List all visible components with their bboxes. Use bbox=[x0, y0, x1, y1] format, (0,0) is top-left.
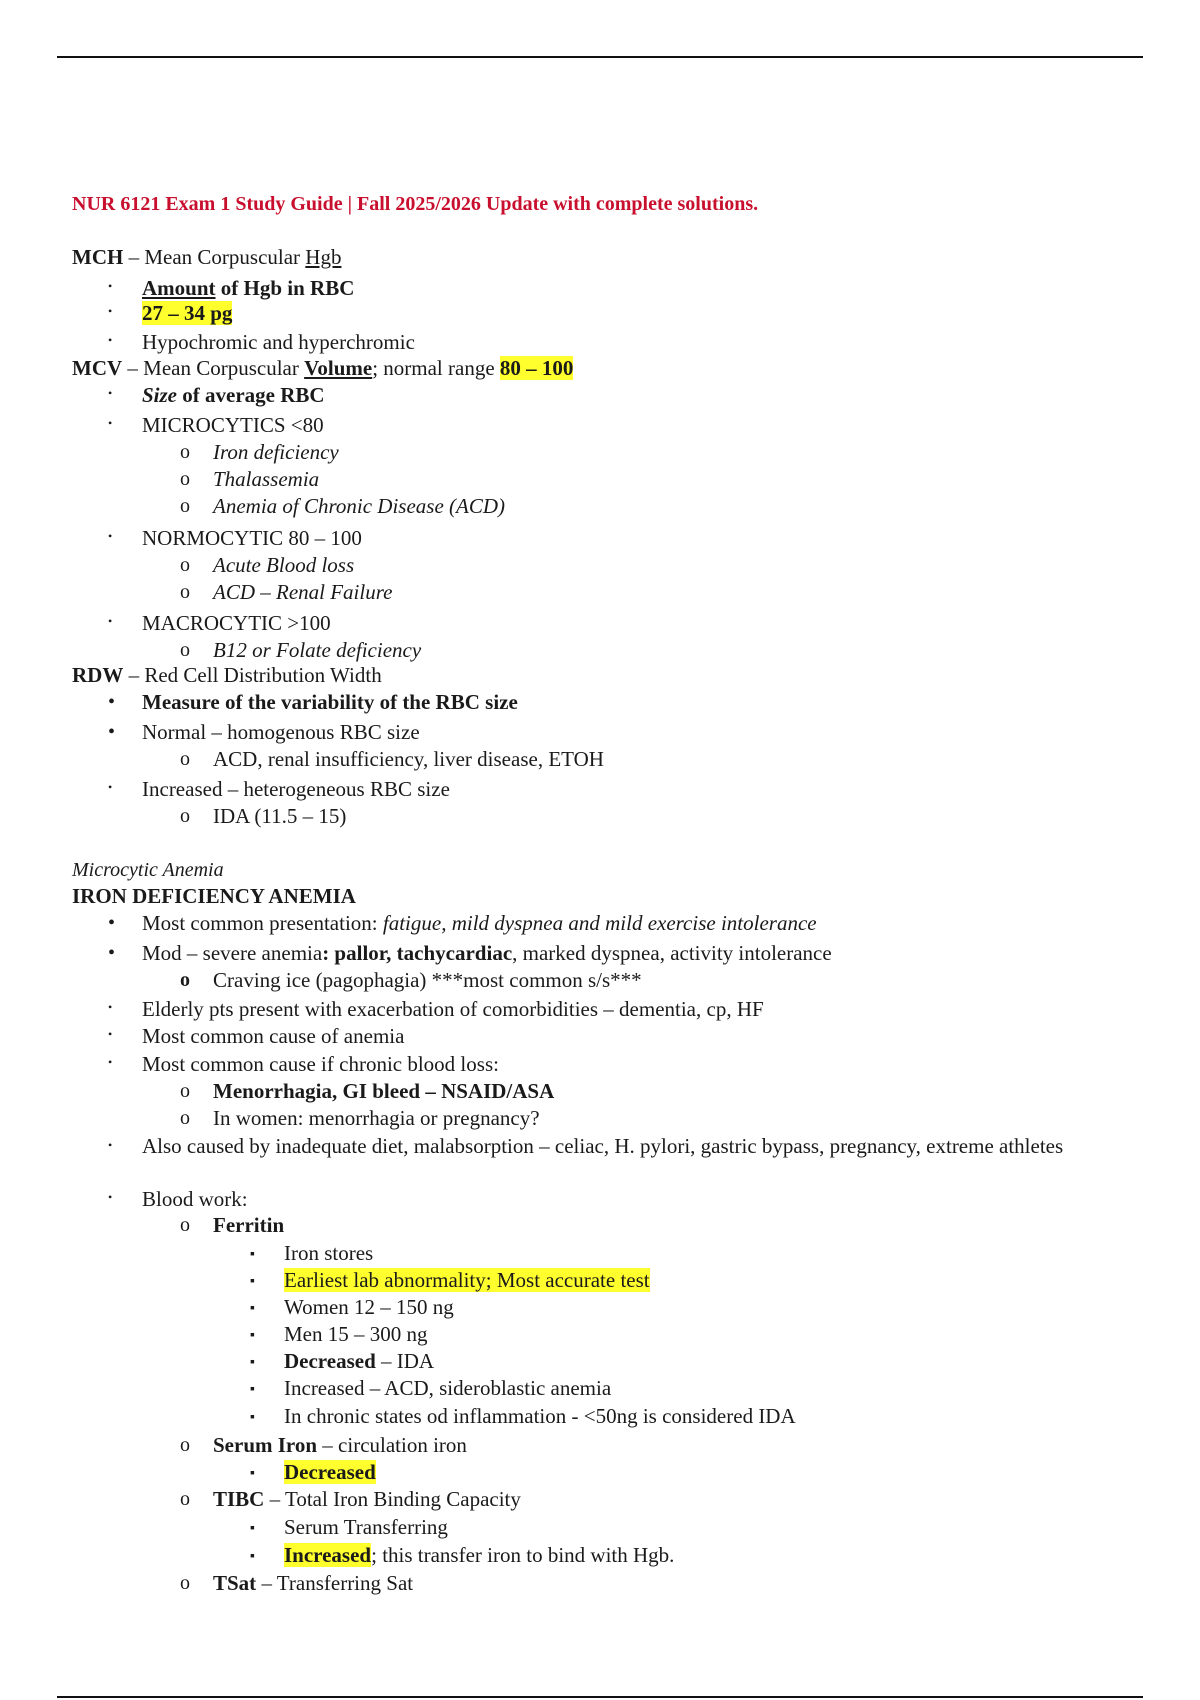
circle-marker: o bbox=[180, 1107, 190, 1129]
list-item: Amount of Hgb in RBC bbox=[142, 276, 355, 300]
list-item: Iron stores bbox=[284, 1241, 374, 1265]
list-item: Most common cause if chronic blood loss: bbox=[142, 1052, 499, 1076]
bullet-marker: • bbox=[108, 529, 113, 543]
list-item: MACROCYTIC >100 bbox=[142, 611, 331, 635]
list-item: Men 15 – 300 ng bbox=[284, 1322, 428, 1346]
circle-marker: o bbox=[180, 1488, 190, 1510]
rdw-line: RDW – Red Cell Distribution Width bbox=[72, 663, 382, 687]
bottom-rule bbox=[57, 1696, 1143, 1698]
list-item: Anemia of Chronic Disease (ACD) bbox=[213, 494, 506, 518]
list-item: Size of average RBC bbox=[142, 383, 325, 407]
list-item: In chronic states od inflammation - <50ng is considered IDA bbox=[284, 1404, 796, 1428]
square-marker: ▪ bbox=[250, 1328, 255, 1343]
bullet-marker: • bbox=[108, 1000, 113, 1014]
square-marker: ▪ bbox=[250, 1247, 255, 1262]
bullet-marker: • bbox=[108, 304, 113, 318]
bullet-marker: • bbox=[108, 691, 116, 713]
mch-line: MCH – Mean Corpuscular Hgb bbox=[72, 245, 342, 269]
list-item: Serum Iron – circulation iron bbox=[213, 1433, 467, 1457]
list-item: Iron deficiency bbox=[213, 440, 339, 464]
circle-marker: o bbox=[180, 748, 190, 770]
list-item: Decreased bbox=[284, 1460, 376, 1484]
circle-marker: o bbox=[180, 805, 190, 827]
list-item: IDA (11.5 – 15) bbox=[213, 804, 347, 828]
bullet-marker: • bbox=[108, 1027, 113, 1041]
square-marker: ▪ bbox=[250, 1521, 255, 1536]
bullet-marker: • bbox=[108, 279, 113, 293]
list-item: Craving ice (pagophagia) ***most common s/s*** bbox=[213, 968, 642, 992]
square-marker: ▪ bbox=[250, 1274, 255, 1289]
circle-marker: o bbox=[180, 1080, 190, 1102]
circle-marker: o bbox=[180, 495, 190, 517]
list-item: Earliest lab abnormality; Most accurate test bbox=[284, 1268, 650, 1292]
square-marker: ▪ bbox=[250, 1382, 255, 1397]
square-marker: ▪ bbox=[250, 1301, 255, 1316]
mcv-line: MCV – Mean Corpuscular Volume; normal range 80 – 100 bbox=[72, 356, 574, 380]
circle-marker: o bbox=[180, 554, 190, 576]
list-item: Ferritin bbox=[213, 1213, 285, 1237]
document-title: NUR 6121 Exam 1 Study Guide | Fall 2025/2026 Update with complete solutions. bbox=[72, 193, 759, 215]
list-item: Serum Transferring bbox=[284, 1515, 448, 1539]
circle-marker: o bbox=[180, 441, 190, 463]
circle-marker: o bbox=[180, 1572, 190, 1594]
bullet-marker: • bbox=[108, 386, 113, 400]
bullet-marker: • bbox=[108, 333, 113, 347]
list-item: TSat – Transferring Sat bbox=[213, 1571, 414, 1595]
list-item: Also caused by inadequate diet, malabsorption – celiac, H. pylori, gastric bypass, pregnancy, extreme athletes bbox=[142, 1134, 1064, 1158]
bullet-marker: • bbox=[108, 780, 113, 794]
circle-marker: o bbox=[180, 468, 190, 490]
circle-marker: o bbox=[180, 581, 190, 603]
list-item: Most common presentation: fatigue, mild dyspnea and mild exercise intolerance bbox=[142, 911, 817, 935]
square-marker: ▪ bbox=[250, 1410, 255, 1425]
square-marker: ▪ bbox=[250, 1355, 255, 1370]
list-item: In women: menorrhagia or pregnancy? bbox=[213, 1106, 540, 1130]
circle-marker: o bbox=[180, 1214, 190, 1236]
list-item: TIBC – Total Iron Binding Capacity bbox=[213, 1487, 521, 1511]
list-item: Thalassemia bbox=[213, 467, 320, 491]
bullet-marker: • bbox=[108, 721, 116, 743]
bullet-marker: • bbox=[108, 1190, 113, 1204]
circle-marker: o bbox=[180, 969, 190, 991]
list-item: Decreased – IDA bbox=[284, 1349, 435, 1373]
list-item: Hypochromic and hyperchromic bbox=[142, 330, 415, 354]
list-item: NORMOCYTIC 80 – 100 bbox=[142, 526, 362, 550]
square-marker: ▪ bbox=[250, 1466, 255, 1481]
bullet-marker: • bbox=[108, 614, 113, 628]
circle-marker: o bbox=[180, 1434, 190, 1456]
list-item: Normal – homogenous RBC size bbox=[142, 720, 420, 744]
bullet-marker: • bbox=[108, 1138, 113, 1152]
list-item: Acute Blood loss bbox=[213, 553, 355, 577]
section-heading: IRON DEFICIENCY ANEMIA bbox=[72, 884, 356, 908]
square-marker: ▪ bbox=[250, 1549, 255, 1564]
list-item: B12 or Folate deficiency bbox=[213, 638, 422, 662]
section-label: Microcytic Anemia bbox=[72, 859, 224, 881]
bullet-marker: • bbox=[108, 912, 116, 934]
bullet-marker: • bbox=[108, 416, 113, 430]
list-item: Blood work: bbox=[142, 1187, 248, 1211]
list-item: Increased; this transfer iron to bind with Hgb. bbox=[284, 1543, 675, 1567]
list-item: Increased – ACD, sideroblastic anemia bbox=[284, 1376, 612, 1400]
list-item: Mod – severe anemia: pallor, tachycardiac, marked dyspnea, activity intolerance bbox=[142, 941, 832, 965]
list-item: Most common cause of anemia bbox=[142, 1024, 405, 1048]
list-item: ACD – Renal Failure bbox=[213, 580, 393, 604]
list-item: Menorrhagia, GI bleed – NSAID/ASA bbox=[213, 1079, 555, 1103]
list-item: ACD, renal insufficiency, liver disease, ETOH bbox=[213, 747, 604, 771]
list-item: Measure of the variability of the RBC size bbox=[142, 690, 518, 714]
bullet-marker: • bbox=[108, 1055, 113, 1069]
circle-marker: o bbox=[180, 639, 190, 661]
list-item: 27 – 34 pg bbox=[142, 301, 233, 325]
top-rule bbox=[57, 56, 1143, 58]
list-item: MICROCYTICS <80 bbox=[142, 413, 324, 437]
list-item: Increased – heterogeneous RBC size bbox=[142, 777, 450, 801]
list-item: Elderly pts present with exacerbation of comorbidities – dementia, cp, HF bbox=[142, 997, 764, 1021]
list-item: Women 12 – 150 ng bbox=[284, 1295, 454, 1319]
bullet-marker: • bbox=[108, 942, 116, 964]
